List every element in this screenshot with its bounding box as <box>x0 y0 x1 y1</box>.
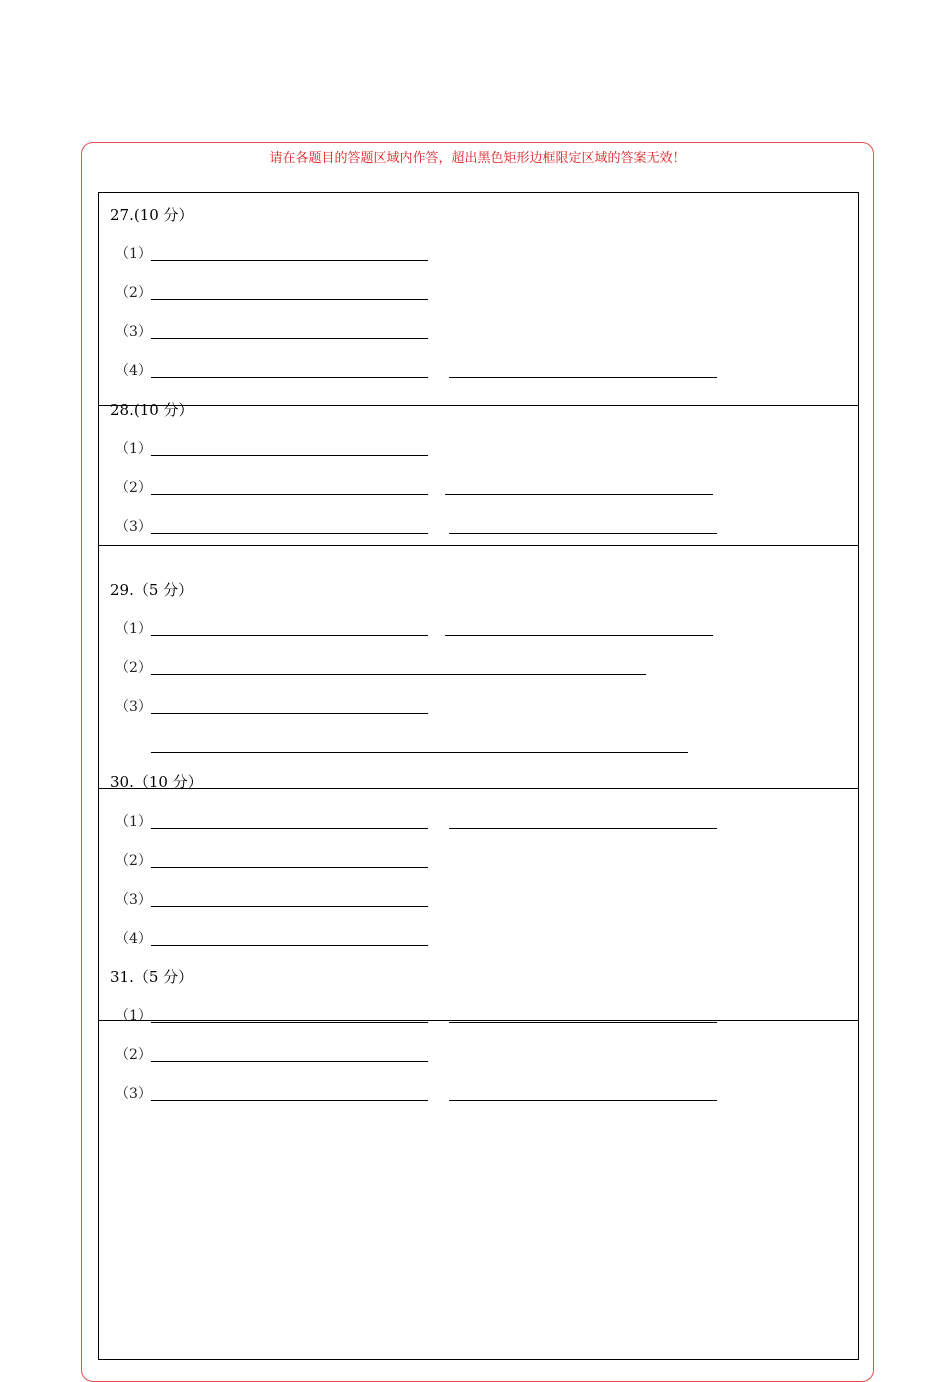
answer-blank[interactable] <box>151 618 428 636</box>
answer-blank[interactable] <box>151 321 428 339</box>
part-label: （1） <box>115 246 152 262</box>
answer-blank[interactable] <box>151 1083 428 1101</box>
answer-blank[interactable] <box>449 516 717 534</box>
answer-blank[interactable] <box>151 477 428 495</box>
notice-text: 请在各题目的答题区域内作答，超出黑色矩形边框限定区域的答案无效！ <box>269 151 686 166</box>
part-label: （3） <box>115 699 152 715</box>
part-label: （3） <box>115 519 152 535</box>
answer-blank[interactable] <box>151 735 688 753</box>
question-title: 29.（5 分） <box>110 581 194 599</box>
answer-blank[interactable] <box>151 850 428 868</box>
part-label: （4） <box>115 931 152 947</box>
part-label: （2） <box>115 660 152 676</box>
part-label: （1） <box>115 814 152 830</box>
answer-blank[interactable] <box>151 928 428 946</box>
answer-blank[interactable] <box>151 696 428 714</box>
answer-blank[interactable] <box>449 1083 717 1101</box>
question-title: 30.（10 分） <box>110 773 203 791</box>
part-label: （3） <box>115 324 152 340</box>
part-label: （2） <box>115 1047 152 1063</box>
part-label: （1） <box>115 1008 152 1024</box>
answer-blank[interactable] <box>449 811 717 829</box>
part-label: （3） <box>115 892 152 908</box>
question-title: 28.(10 分） <box>110 401 194 419</box>
question-title: 27.(10 分） <box>110 206 194 224</box>
part-label: （2） <box>115 480 152 496</box>
question-title: 31.（5 分） <box>110 968 194 986</box>
answer-blank[interactable] <box>151 243 428 261</box>
answer-blank[interactable] <box>151 657 646 675</box>
answer-blank[interactable] <box>445 618 713 636</box>
answer-blank[interactable] <box>449 1005 717 1023</box>
answer-blank[interactable] <box>151 282 428 300</box>
answer-blank[interactable] <box>151 516 428 534</box>
answer-blank[interactable] <box>449 360 717 378</box>
part-label: （4） <box>115 363 152 379</box>
answer-blank[interactable] <box>151 889 428 907</box>
answer-blank[interactable] <box>445 477 713 495</box>
answer-blank[interactable] <box>151 438 428 456</box>
answer-blank[interactable] <box>151 1044 428 1062</box>
answer-blank[interactable] <box>151 1005 428 1023</box>
part-label: （3） <box>115 1086 152 1102</box>
part-label: （1） <box>115 441 152 457</box>
part-label: （1） <box>115 621 152 637</box>
part-label: （2） <box>115 853 152 869</box>
answer-box-31 <box>98 1020 859 1360</box>
part-label: （2） <box>115 285 152 301</box>
answer-blank[interactable] <box>151 811 428 829</box>
answer-blank[interactable] <box>151 360 428 378</box>
